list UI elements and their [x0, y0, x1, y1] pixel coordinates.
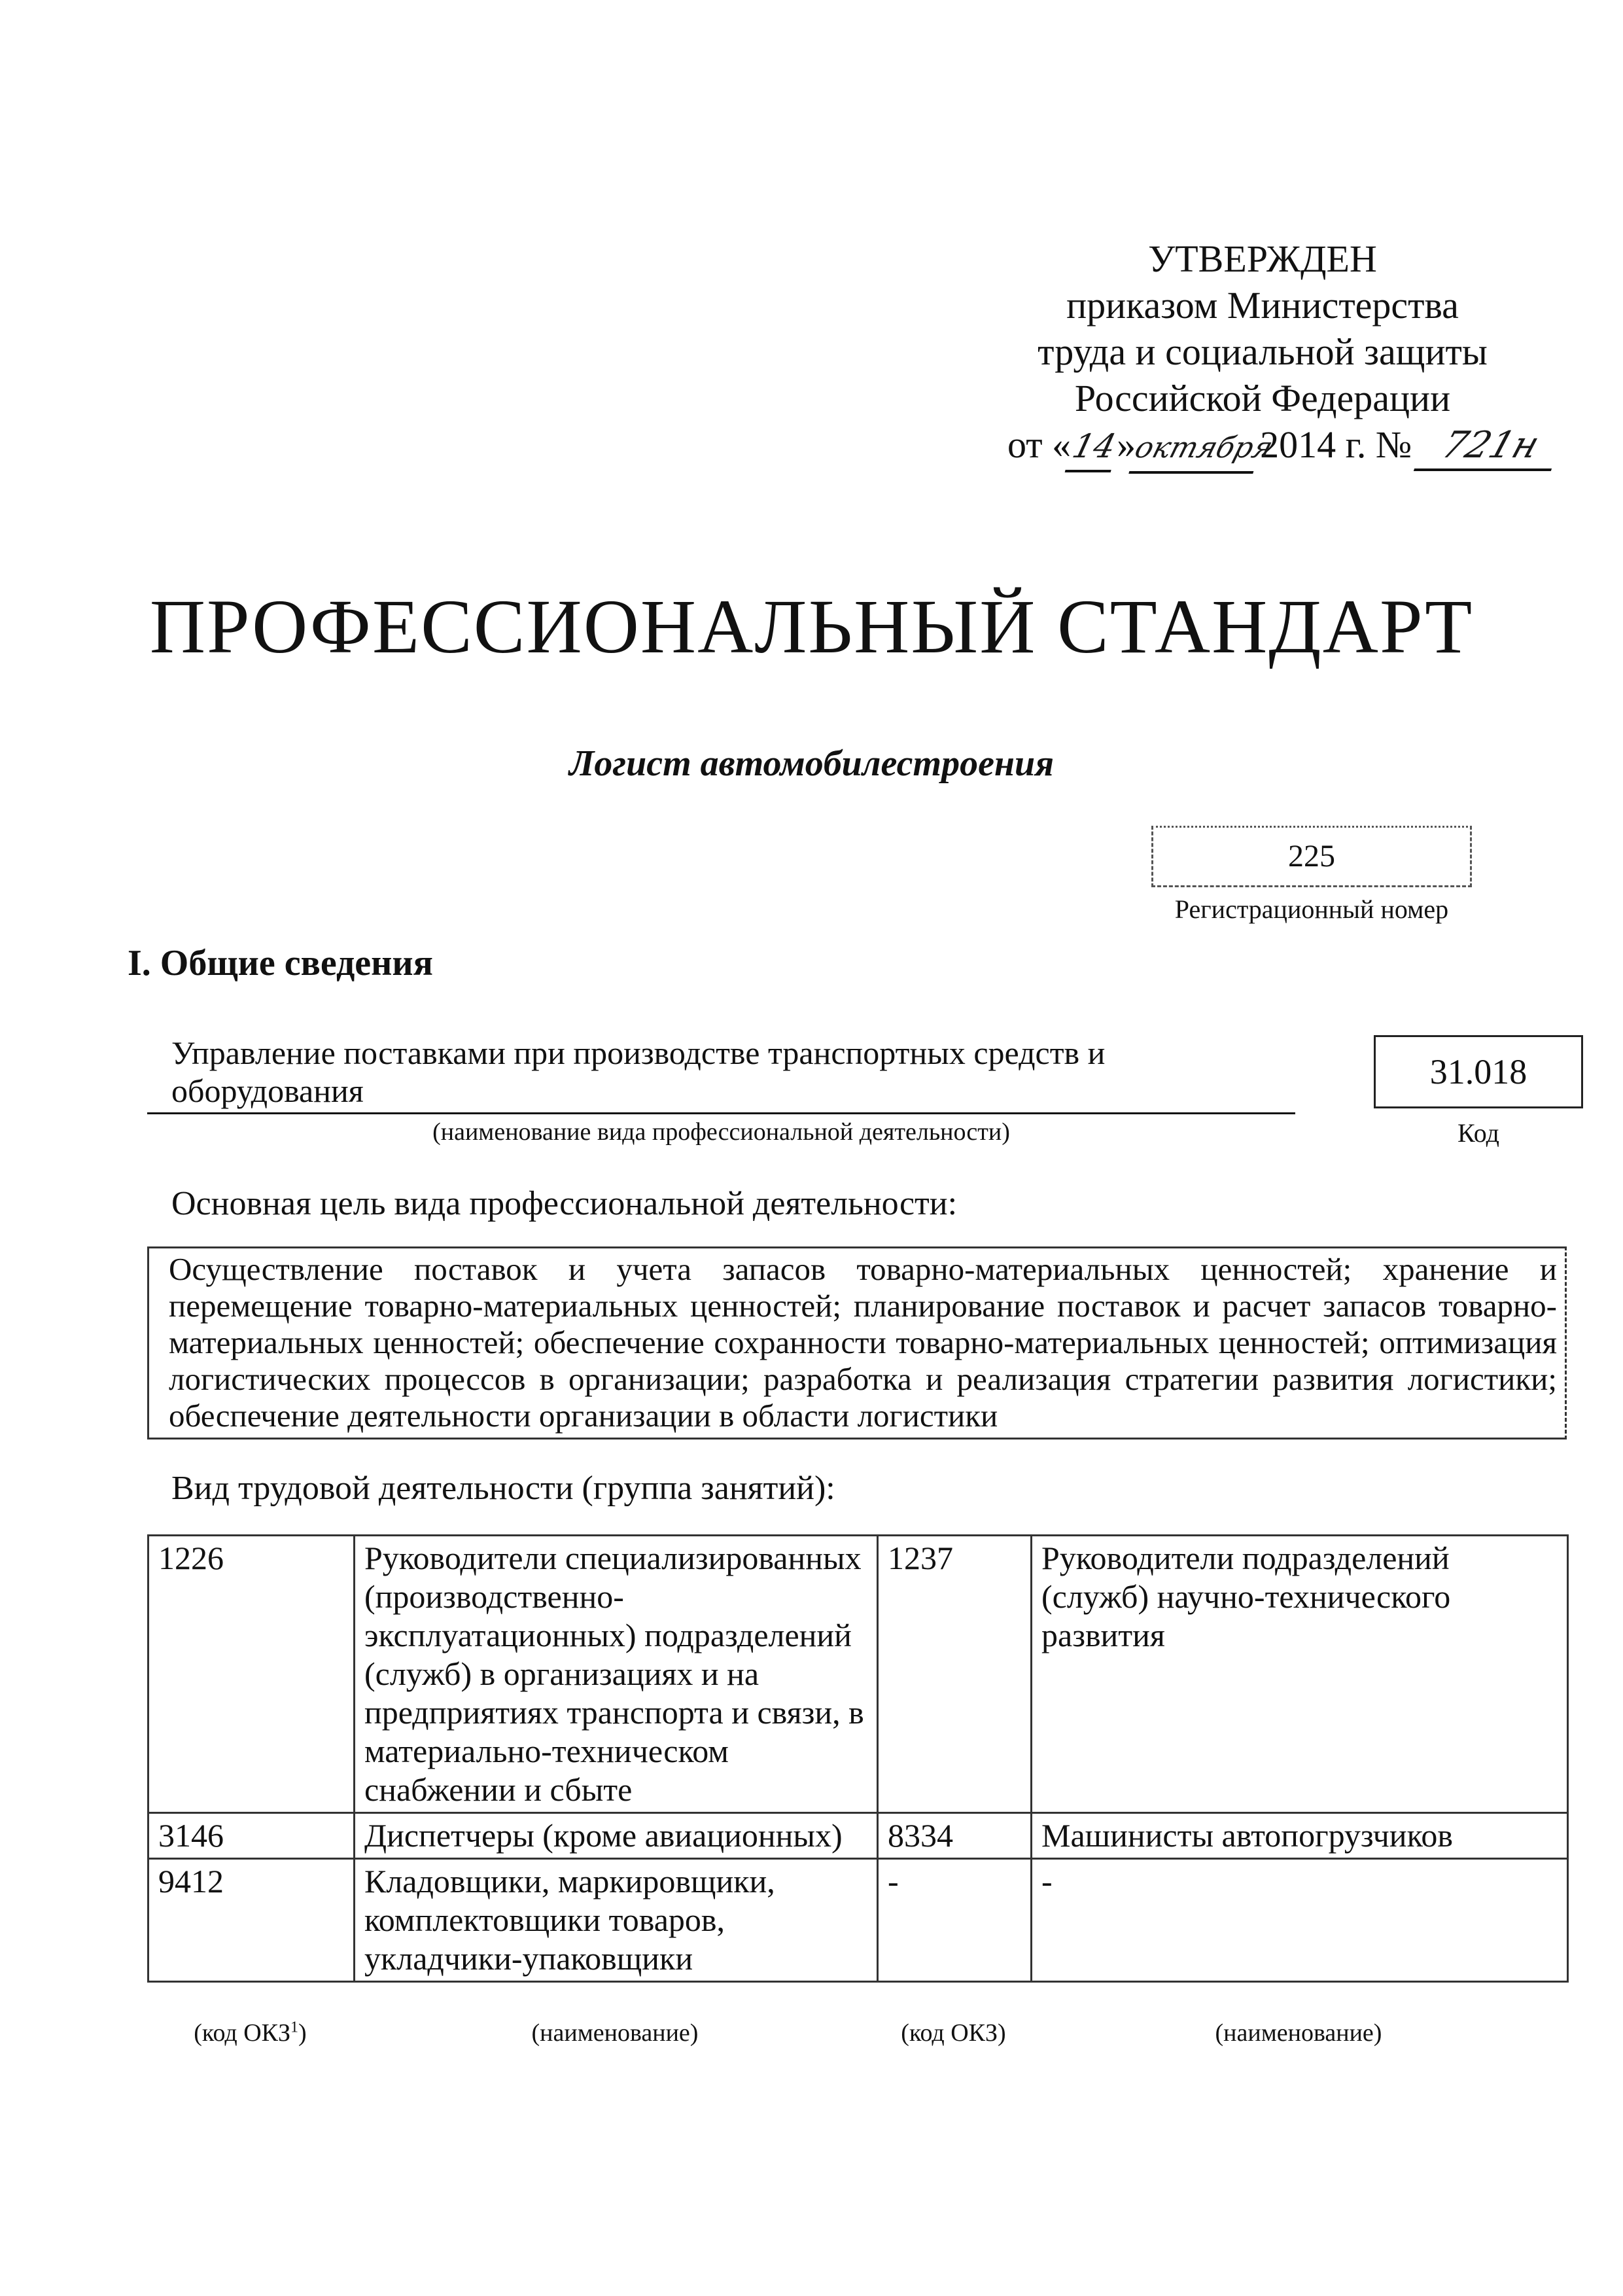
- approval-line-order: приказом Министерства: [1066, 284, 1459, 327]
- okz-code-cell: -: [878, 1859, 1032, 1982]
- occupations-table: [147, 1534, 1569, 1983]
- occupation-name-cell: -: [1032, 1859, 1568, 1982]
- occupation-name-cell: Кладовщики, маркировщики, комплектовщики товаров, укладчики-упаковщики: [355, 1859, 878, 1982]
- caption-okz-code: [147, 2019, 353, 2047]
- date-year: 2014 г. №: [1260, 423, 1412, 466]
- okz-code-cell: 9412: [148, 1859, 355, 1982]
- activity-code-box: 31.018: [1374, 1035, 1583, 1108]
- caption-okz-code-2: (код ОКЗ): [901, 2019, 1006, 2047]
- okz-code-cell: 8334: [878, 1813, 1032, 1859]
- caption-name-2: (наименование): [1215, 2019, 1382, 2047]
- okz-code-cell: 1237: [878, 1536, 1032, 1813]
- approval-date-line: [1007, 421, 1544, 474]
- activity-name-line2: оборудования: [171, 1072, 364, 1109]
- registration-number-label: Регистрационный номер: [1174, 894, 1449, 924]
- table-row: [148, 1859, 1568, 1982]
- table-row: [148, 1813, 1568, 1859]
- occupation-name-cell: Диспетчеры (кроме авиационных): [355, 1813, 878, 1859]
- activity-code-caption: Код: [1457, 1118, 1499, 1148]
- activity-caption: (наименование вида профессиональной деятельности): [432, 1118, 1010, 1146]
- approval-line-approved: УТВЕРЖДЕН: [1148, 238, 1377, 280]
- okz-code-cell: 1226: [148, 1536, 355, 1813]
- approval-block: [1007, 236, 1544, 474]
- footnote-mark: 1: [290, 2019, 299, 2036]
- goal-label: Основная цель вида профессиональной деятельности:: [171, 1185, 958, 1222]
- occupation-name-cell: Руководители подразделений (служб) научно-технического развития: [1032, 1536, 1568, 1813]
- okz-code-cell: 3146: [148, 1813, 355, 1859]
- occupation-name-cell: Машинисты автопогрузчиков: [1032, 1813, 1568, 1859]
- registration-number-box: 225: [1151, 826, 1472, 887]
- occupations-label: Вид трудовой деятельности (группа занятий):: [171, 1470, 835, 1507]
- order-number-handwritten: 721н: [1414, 422, 1567, 471]
- date-month-handwritten: октября: [1128, 425, 1267, 474]
- activity-name-line1: Управление поставками при производстве транспортных средств и: [171, 1034, 1106, 1071]
- date-mid: »: [1117, 423, 1136, 466]
- approval-line-ministry: труда и социальной защиты: [1038, 330, 1488, 373]
- caption-okz-code-text: (код ОКЗ: [194, 2019, 291, 2047]
- goal-text-box: Осуществление поставок и учета запасов товарно-материальных ценностей; хранение и перемещение товарно-материальных ценностей; планирование поставок и расчет запасов товарно-материальных ценностей; обеспечение сохранности товарно-материальных ценностей; оптимизация логистических процессов в организации; разработка и реализация стратегии развития логистики; обеспечение деятельности организации в области логистики: [147, 1246, 1567, 1439]
- date-day-handwritten: 14: [1065, 423, 1123, 472]
- activity-underline: [147, 1112, 1295, 1114]
- approval-line-federation: Российской Федерации: [1074, 377, 1451, 419]
- caption-name: (наименование): [531, 2019, 699, 2047]
- table-row: [148, 1536, 1568, 1813]
- caption-okz-code-close: ): [298, 2019, 307, 2047]
- date-prefix: от «: [1007, 423, 1072, 466]
- activity-name: [171, 1034, 1105, 1110]
- profession-name: Логист автомобилестроения: [568, 743, 1054, 784]
- section-heading: I. Общие сведения: [128, 943, 433, 983]
- occupation-name-cell: Руководители специализированных (производственно-эксплуатационных) подразделений (служб) в организациях и на предприятиях транспорта и связи, в материально-техническом снабжении и сбыте: [355, 1536, 878, 1813]
- document-title: ПРОФЕССИОНАЛЬНЫЙ СТАНДАРТ: [149, 584, 1474, 669]
